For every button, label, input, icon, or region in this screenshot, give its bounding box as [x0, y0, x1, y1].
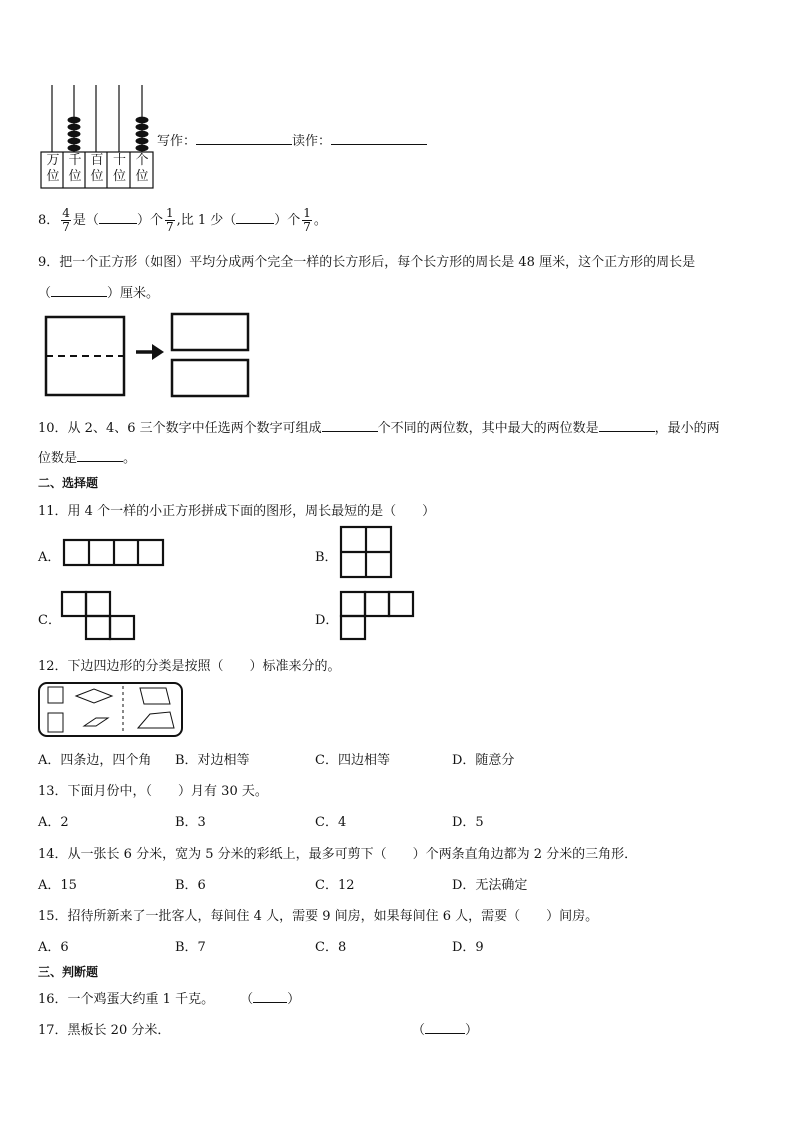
- abacus-answer-line: [157, 130, 427, 149]
- write-label: 写作：: [157, 134, 197, 149]
- abacus-bead: [68, 124, 81, 131]
- fraction: $\frac{4}{7}$: [62, 206, 70, 234]
- quadrilateral-classification-figure: [38, 682, 184, 738]
- option-d[interactable]: D．9: [452, 940, 484, 955]
- question-9-line2: （ ）厘米。: [38, 282, 159, 301]
- question-16: 16．一个鸡蛋大约重 1 千克。 （ ）: [38, 988, 300, 1007]
- square-split-figure: [44, 312, 254, 402]
- answer-blank[interactable]: [236, 210, 274, 224]
- arrow-right-icon: [136, 344, 164, 360]
- shape-option-c: [61, 591, 137, 641]
- option-label[interactable]: B．: [315, 550, 338, 565]
- question-8: 8． $\frac{4}{7}$ 是（ ）个 $\frac{1}{7}$ ,比 1 少（ ）个 $\frac{1}{7}$ 。: [38, 206, 327, 234]
- option-d[interactable]: D．随意分: [452, 753, 515, 768]
- read-blank[interactable]: [331, 131, 427, 145]
- option-a[interactable]: A．四条边，四个角: [38, 753, 152, 768]
- place-label: 百位: [90, 153, 104, 184]
- option-label[interactable]: C．: [38, 613, 61, 628]
- option-c[interactable]: C．12: [315, 878, 355, 893]
- answer-blank[interactable]: [425, 1020, 465, 1034]
- fraction: $\frac{1}{7}$: [165, 206, 174, 234]
- answer-blank[interactable]: [99, 210, 137, 224]
- question-14-stem: 14．从一张长 6 分米，宽为 5 分米的彩纸上，最多可剪下（ ）个两条直角边都为 2 分米的三角形．: [38, 847, 638, 862]
- question-13-stem: 13．下面月份中，（ ）月有 30 天。: [38, 784, 268, 799]
- question-9-line1: 9．把一个正方形（如图）平均分成两个完全一样的长方形后，每个长方形的周长是 48 厘米，这个正方形的周长是: [38, 255, 696, 270]
- answer-blank[interactable]: [322, 418, 378, 432]
- shape-option-a: [63, 539, 165, 567]
- place-label: 万位: [46, 153, 60, 184]
- option-a[interactable]: A．6: [38, 940, 69, 955]
- abacus-bead: [68, 131, 81, 138]
- abacus-bead: [136, 124, 149, 131]
- abacus-bead: [136, 138, 149, 145]
- place-label: 十位: [112, 153, 126, 184]
- place-label: 个位: [135, 153, 149, 184]
- question-17-answer: （ ）: [412, 1019, 478, 1038]
- question-11-stem: 11．用 4 个一样的小正方形拼成下面的图形，周长最短的是（ ）: [38, 504, 436, 519]
- question-17-stem: 17．黑板长 20 分米．: [38, 1023, 171, 1038]
- write-blank[interactable]: [196, 131, 292, 145]
- option-label[interactable]: A．: [38, 550, 61, 565]
- option-c[interactable]: C．4: [315, 815, 347, 830]
- abacus-bead: [68, 117, 81, 124]
- shape-option-b: [340, 526, 394, 580]
- option-a[interactable]: A．15: [38, 878, 77, 893]
- option-b[interactable]: B．6: [175, 878, 206, 893]
- abacus-bead: [136, 145, 149, 152]
- answer-blank[interactable]: [253, 989, 287, 1003]
- option-b[interactable]: B．3: [175, 815, 206, 830]
- question-15-stem: 15．招待所新来了一批客人，每间住 4 人，需要 9 间房，如果每间住 6 人，需要（ ）间房。: [38, 909, 599, 924]
- read-label: 读作：: [292, 134, 332, 149]
- abacus-bead: [136, 117, 149, 124]
- option-c[interactable]: C．四边相等: [315, 753, 390, 768]
- option-a[interactable]: A．2: [38, 815, 69, 830]
- option-c[interactable]: C．8: [315, 940, 347, 955]
- section-heading: 二、选择题: [38, 476, 99, 490]
- abacus-bead: [136, 131, 149, 138]
- abacus-bead: [68, 138, 81, 145]
- question-10-line2: 位数是 。: [38, 447, 136, 466]
- option-b[interactable]: B．7: [175, 940, 206, 955]
- answer-blank[interactable]: [599, 418, 655, 432]
- option-d[interactable]: D．无法确定: [452, 878, 528, 893]
- question-12-stem: 12．下边四边形的分类是按照（ ）标准来分的。: [38, 659, 341, 674]
- shape-option-d: [340, 591, 416, 641]
- answer-blank[interactable]: [77, 448, 123, 462]
- place-label: 千位: [68, 153, 82, 184]
- abacus-bead: [68, 145, 81, 152]
- option-label[interactable]: D．: [315, 613, 339, 628]
- section-heading: 三、判断题: [38, 965, 99, 979]
- answer-blank[interactable]: [51, 283, 107, 297]
- option-b[interactable]: B．对边相等: [175, 753, 250, 768]
- fraction: $\frac{1}{7}$: [303, 206, 311, 234]
- option-d[interactable]: D．5: [452, 815, 484, 830]
- abacus-place-labels: [41, 153, 153, 189]
- question-10-line1: 10．从 2、4、6 三个数字中任选两个数字可组成 个不同的两位数，其中最大的两位数是 ，最小的两: [38, 417, 720, 436]
